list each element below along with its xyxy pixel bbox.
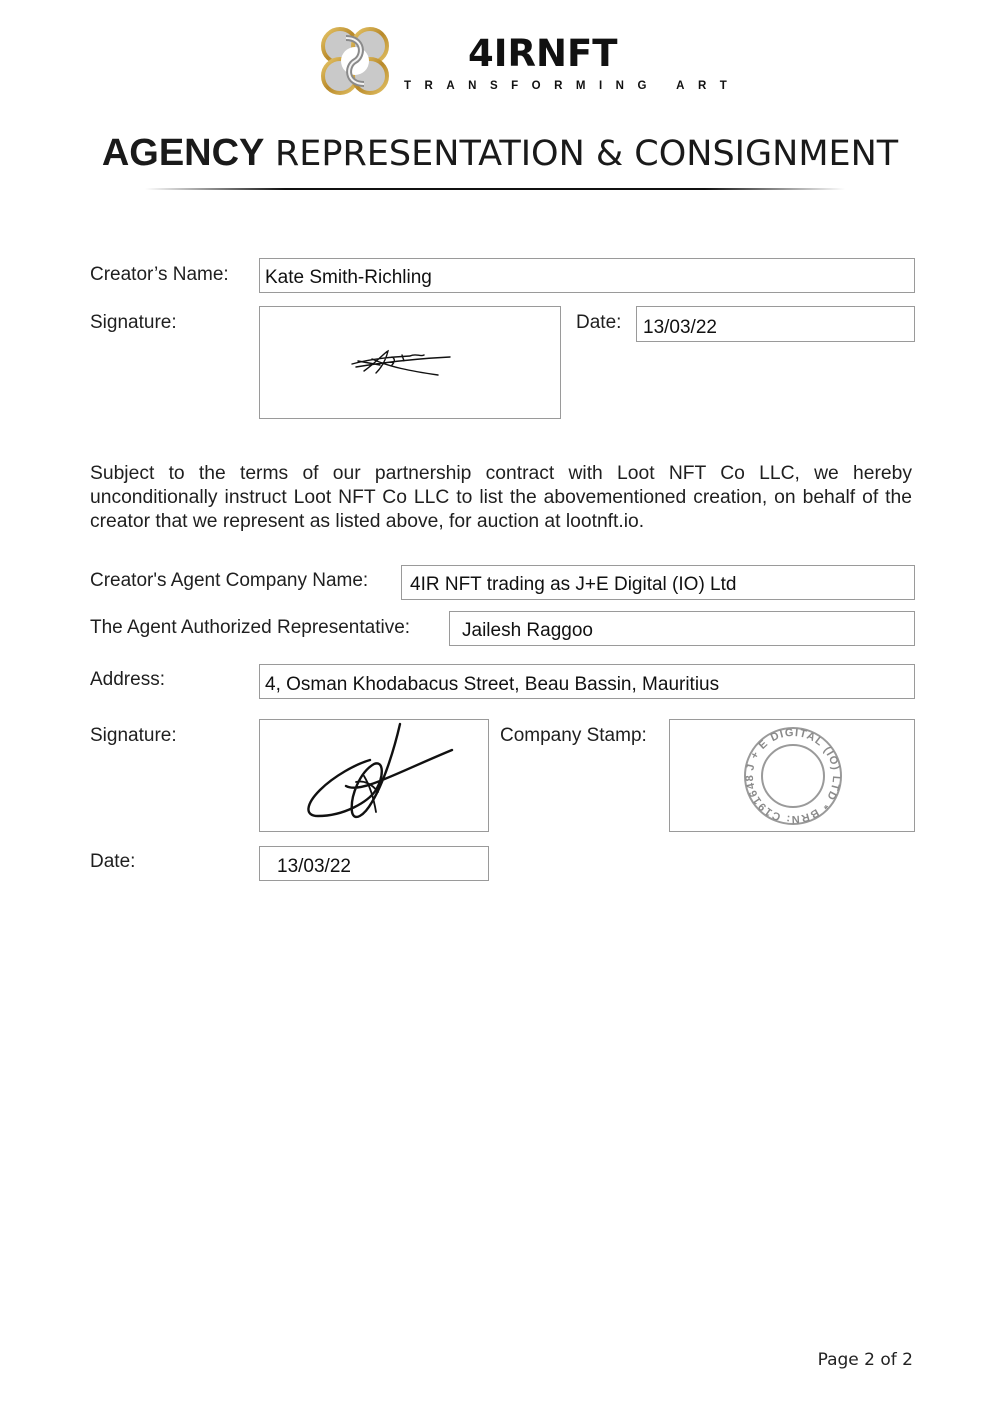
agent-rep-value: Jailesh Raggoo	[462, 620, 593, 641]
agent-company-field[interactable]	[401, 565, 915, 600]
brand-tagline: TRANSFORMING ART	[404, 80, 741, 92]
creator-date-field[interactable]	[636, 306, 915, 342]
agent-address-field[interactable]	[259, 664, 915, 699]
creator-date-value: 13/03/22	[643, 317, 717, 338]
logo-emblem-icon	[316, 22, 394, 100]
agent-rep-field[interactable]	[449, 611, 915, 646]
agent-date-label: Date:	[90, 851, 136, 872]
creator-signature-label: Signature:	[90, 312, 177, 333]
company-stamp-box	[669, 719, 915, 832]
document-title	[0, 132, 1000, 175]
creator-date-label: Date:	[576, 312, 622, 333]
brand-name: 4IRNFT	[468, 32, 618, 75]
agent-signature-box[interactable]	[259, 719, 489, 832]
creator-name-field[interactable]	[259, 258, 915, 293]
instruction-paragraph: Subject to the terms of our partnership contract with Loot NFT Co LLC, we hereby unconditionally instruct Loot NFT Co LLC to list the abovementioned creation, on behalf of the creator that we represent as listed above, for auction at lootnft.io.	[90, 463, 912, 532]
creator-name-label: Creator’s Name:	[90, 264, 229, 285]
agent-rep-label: The Agent Authorized Representative:	[90, 617, 411, 638]
creator-signature-image	[260, 307, 562, 420]
svg-text:J + E DIGITAL (IO) LTD * BRN:	[670, 720, 842, 825]
agent-address-label: Address:	[90, 669, 165, 690]
agent-date-field[interactable]	[259, 846, 489, 881]
agent-signature-image	[260, 720, 490, 833]
title-bold: AGENCY	[101, 132, 265, 174]
page-number: Page 2 of 2	[817, 1350, 913, 1370]
title-rest: REPRESENTATION & CONSIGNMENT	[274, 134, 899, 174]
company-stamp-label: Company Stamp:	[500, 725, 647, 746]
stamp-text: J + E DIGITAL (IO) LTD * BRN: C191648	[743, 726, 843, 826]
company-logo	[316, 22, 741, 102]
creator-signature-box[interactable]	[259, 306, 561, 419]
agent-signature-label: Signature:	[90, 725, 177, 746]
title-divider	[145, 188, 845, 190]
agent-date-value: 13/03/22	[277, 856, 351, 877]
agent-address-value: 4, Osman Khodabacus Street, Beau Bassin, Mauritius	[265, 674, 720, 695]
company-stamp-image	[670, 720, 916, 833]
agent-company-value: 4IR NFT trading as J+E Digital (IO) Ltd	[410, 574, 737, 595]
agent-company-label: Creator's Agent Company Name:	[90, 570, 369, 591]
creator-name-value: Kate Smith-Richling	[265, 267, 432, 288]
